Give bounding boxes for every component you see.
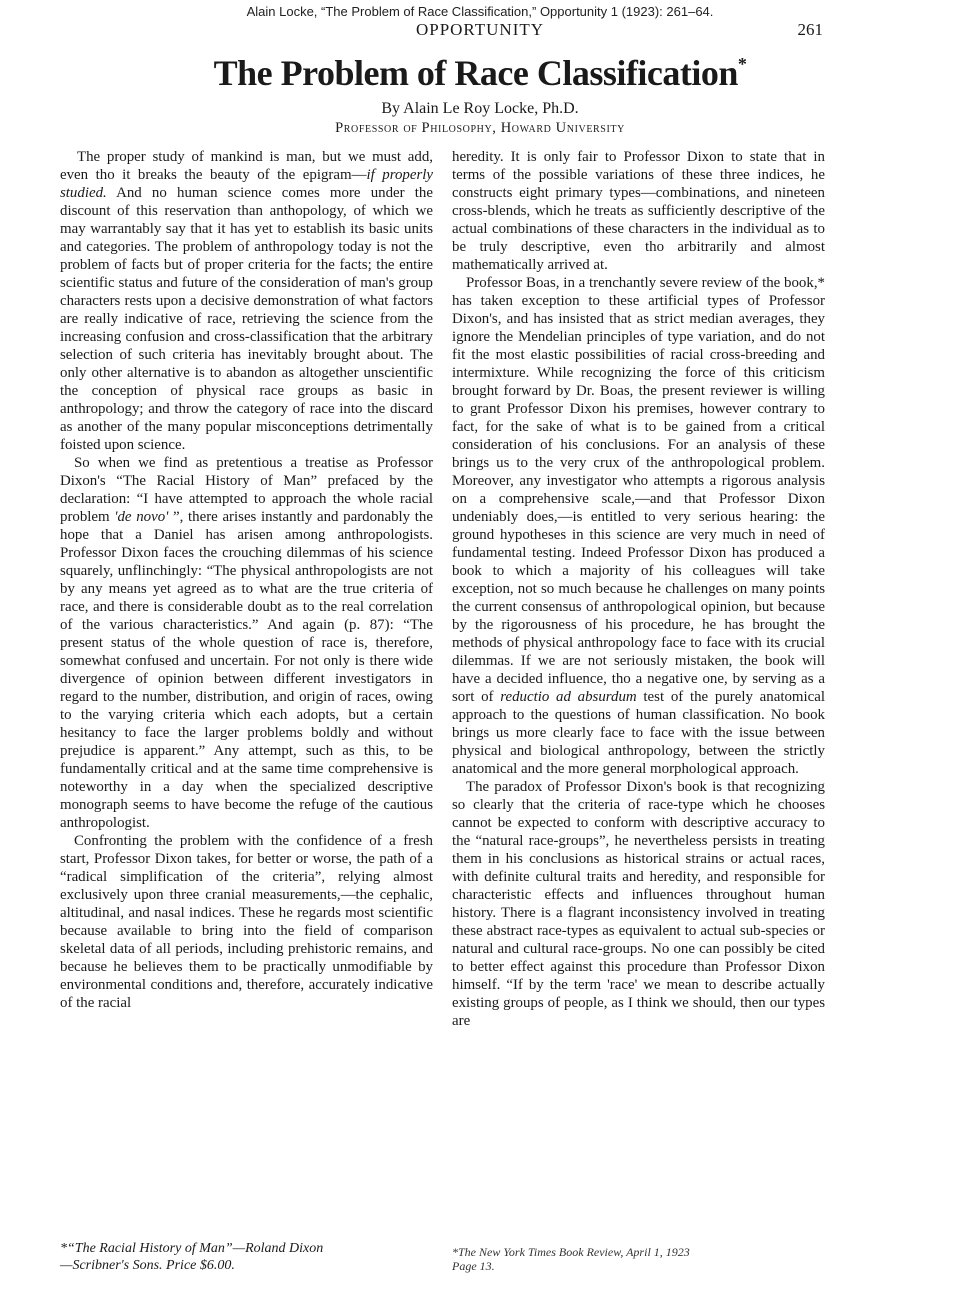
- right-column: [452, 148, 825, 1030]
- paragraph: [60, 148, 433, 454]
- article-title-text: The Problem of Race Classification: [213, 53, 738, 93]
- emphasis-text: if properly studied.: [60, 167, 433, 201]
- emphasis-text: reductio ad absurdum: [500, 689, 637, 705]
- text-run: Professor Boas, in a trenchantly severe review of the book,* has taken exception to these artificial types of Professor Dixon's, and has insisted that as strict median averages, they ignore the Mendelian principles of type variation, and do not fit the most elastic possibilities of racial cross-breeding and intermixture. While recognizing the force of this criticism brought forward by Dr. Boas, the present reviewer is willing to grant Professor Dixon his premises, however contrary to fact, for the sake of what is to be gained from a critical consideration of his conclusions. For an analysis of these brings us to the very crux of the anthropological problem. Moreover, any investigator who attempts a rigorous analysis on a comprehensive scale,—and that Professor Dixon undeniably does,—is entitled to very serious hearing: the ground hypotheses in this science are very much in need of fundamental testing. Indeed Professor Dixon has produced a book to which a majority of his colleagues will take exception, not so much because he challenges on many points the current consensus of anthropological opinion, but because by the rigorousness of his procedure, he has brought the methods of physical anthropology face to face with its crucial dilemmas. If we are not seriously mistaken, the book will have a decided influence, tho a negative one, by serving as a sort of: [452, 275, 825, 705]
- byline: By Alain Le Roy Locke, Ph.D.: [381, 100, 579, 117]
- footnote-left: [60, 1240, 433, 1274]
- journal-name: OPPORTUNITY: [415, 20, 545, 39]
- citation-header: Alain Locke, “The Problem of Race Classification,” Opportunity 1 (1923): 261–64.: [246, 4, 714, 19]
- footnote-line: Page 13.: [452, 1259, 495, 1273]
- text-run: ”, there arises instantly and pardonably the hope that a Daniel has arisen among anthropologists. Professor Dixon faces the crouching dilemmas of his science squarely, unflinchingly: “The physical anthropologists are not by any means yet agreed as to what are the true criteria of race, and there is considerable doubt as to the real correlation of the various characteristics.” And again (p. 87): “The present status of the whole question of race is, therefore, somewhat confused and uncertain. For not only is there wide divergence of opinion between different investigators in regard to the number, distribution, and origin of races, owing to the varying criteria which each adopts, but a certain hesitancy to face the larger problems boldly and without prejudice is apparent.” Any attempt, such as this, to be fundamentally critical and at the same time comprehensive is noteworthy in a day when the specialized descriptive monograph seems to have become the refuge of the cautious anthropologist.: [60, 509, 433, 831]
- text-run: So when we find as pretentious a treatise as Professor Dixon's “The Racial History of Man” prefaced by the declaration: “I have attempted to approach the whole racial problem: [60, 455, 433, 525]
- paragraph: [452, 274, 825, 778]
- article-title: [0, 52, 960, 94]
- text-run: test of the purely anatomical approach to the questions of human classification. No book brings us more clearly face to face with the issue between physical and biological anthropology, between the strictly anatomical and the more general morphological approach.: [452, 689, 825, 777]
- affiliation: Professor of Philosophy, Howard University: [335, 120, 625, 136]
- paragraph: The paradox of Professor Dixon's book is that recognizing so clearly that the criteria of race-type which he chooses cannot be expected to conform with descriptive accuracy to the “natural race-groups”, he nevertheless persists in treating them in his conclusions as historical strains or actual races, with definite cultural traits and heredity, and responsible for characteristic effects and influences throughout human history. There is a flagrant inconsistency involved in treating these abstract race-types as equivalent to actual sub-species or natural and cultural race-groups. No one can possibly be cited to better effect against this procedure than Professor Dixon himself. “If by the term 'race' we mean to describe actually existing groups of people, as I think we should, then our types are: [452, 779, 825, 1029]
- text-run: The proper study of mankind is man, but we must add, even tho it breaks the beauty of the epigram—: [60, 149, 433, 183]
- footnote-line: *“The Racial History of Man”—Roland Dixon: [60, 1241, 324, 1256]
- emphasis-text: 'de novo': [114, 509, 169, 525]
- text-run: And no human science comes more under the discount of this reservation than anthopology, of which we may warrantably say that it has yet to establish its basic units and categories. The problem of anthropology today is not the problem of facts but of proper criteria for the facts; the entire scientific status and future of the consideration of man's group characters rests upon a decisive demonstration of what factors are really indicative of race, retrieving the science from the increasing confusion and cross-classification that the arbitrary selection of such criteria has inevitably brought about. The only other alternative is to abandon as altogether unscientific the conception of physical race groups as basic in anthropology; and throw the category of race into the discard as another of the many popular misconceptions detrimentally foisted upon science.: [60, 185, 433, 453]
- page-number: 261: [797, 20, 823, 39]
- footnote-line: *The New York Times Book Review, April 1, 1923: [452, 1245, 690, 1259]
- paragraph: heredity. It is only fair to Professor Dixon to state that in terms of the possible variations of these three indices, he constructs eight primary types—combinations, and nineteen cross-blends, which he treats as sufficiently descriptive of the actual combinations of these characters in the individual as to be truly descriptive, even tho arbitrarily and almost mathematically arrived at.: [452, 149, 825, 273]
- footnote-line: —Scribner's Sons. Price $6.00.: [60, 1258, 235, 1273]
- footnote-right: [452, 1245, 825, 1273]
- paragraph: Confronting the problem with the confidence of a fresh start, Professor Dixon takes, for better or worse, the path of a “radical simplification of the criteria”, relying almost exclusively upon three cranial measurements,—the cephalic, altitudinal, and nasal indices. These he regards most scientific because available to bring into the field of comparison skeletal data of all periods, including prehistoric remains, and because he believes them to be practically unmodifiable by environmental conditions and, therefore, accurately indicative of the racial: [60, 833, 433, 1011]
- left-column: [60, 148, 433, 1012]
- paragraph: [60, 454, 433, 832]
- title-footnote-mark: *: [737, 54, 747, 74]
